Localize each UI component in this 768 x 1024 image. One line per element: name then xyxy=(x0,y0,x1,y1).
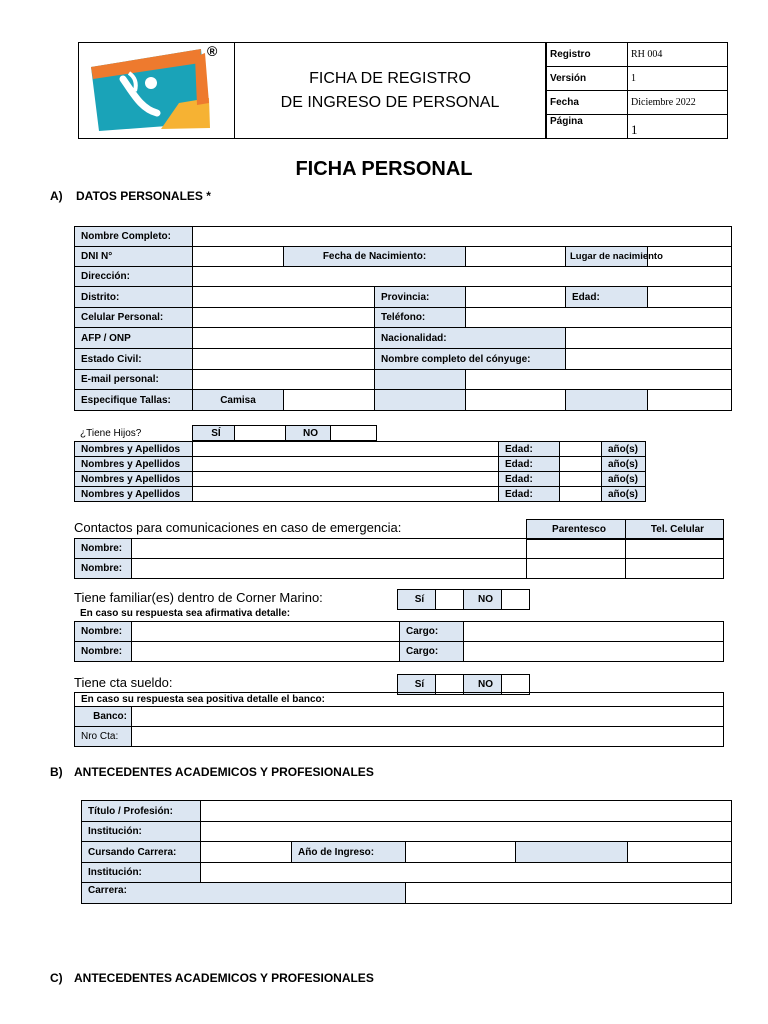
parentesco-header: Parentesco xyxy=(527,520,626,540)
title-line-1: FICHA DE REGISTRO xyxy=(309,69,471,87)
meta-version-label: Versión xyxy=(547,67,628,91)
tel-celular-header: Tel. Celular xyxy=(626,520,724,540)
hijos-si-label: SÍ xyxy=(192,426,234,441)
provincia-label: Provincia: xyxy=(375,287,466,308)
cta-sueldo-detalle-note: En caso su respuesta sea positiva detalle el banco: xyxy=(75,693,724,707)
nombre-completo-field[interactable] xyxy=(193,227,732,247)
fecha-nacimiento-label: Fecha de Nacimiento: xyxy=(284,247,466,267)
distrito-field[interactable] xyxy=(193,287,375,308)
talla-3-label xyxy=(566,390,648,411)
section-c-letter: C) xyxy=(50,971,63,985)
antecedentes-table xyxy=(81,800,732,904)
emergencia-title: Contactos para comunicaciones en caso de emergencia: xyxy=(74,520,402,535)
estado-civil-field[interactable] xyxy=(193,349,375,370)
institucion-field[interactable] xyxy=(201,822,732,842)
dni-label: DNI N° xyxy=(75,247,193,267)
section-b-heading xyxy=(50,765,374,779)
nro-cta-field[interactable] xyxy=(132,727,724,747)
emergencia-nombre-label: Nombre: xyxy=(75,539,132,559)
emergencia-nombre-field[interactable] xyxy=(132,559,527,579)
cursando-label: Cursando Carrera: xyxy=(82,842,201,863)
provincia-field[interactable] xyxy=(466,287,566,308)
emergencia-nombre-label: Nombre: xyxy=(75,559,132,579)
document-header xyxy=(78,42,728,139)
direccion-label: Dirección: xyxy=(75,267,193,287)
hijos-si-checkbox[interactable] xyxy=(234,426,285,441)
title-line-2: DE INGRESO DE PERSONAL xyxy=(280,93,500,111)
familiares-si-no xyxy=(397,589,530,610)
hijo-nombre-field[interactable] xyxy=(193,442,499,457)
fecha-nacimiento-field[interactable] xyxy=(466,247,566,267)
nombre-completo-label: Nombre Completo: xyxy=(75,227,193,247)
emergencia-celular-field[interactable] xyxy=(626,539,724,559)
familiar-nombre-label: Nombre: xyxy=(75,622,132,642)
section-a-heading xyxy=(50,189,211,203)
familiares-no-checkbox[interactable] xyxy=(502,590,530,610)
familiar-cargo-label: Cargo: xyxy=(400,642,464,662)
section-b-letter: B) xyxy=(50,765,63,779)
email-extra-field[interactable] xyxy=(466,370,732,390)
nacionalidad-label: Nacionalidad: xyxy=(375,328,566,349)
section-a-letter: A) xyxy=(50,189,63,203)
institucion-2-label: Institución: xyxy=(82,863,201,883)
hijo-nombre-field[interactable] xyxy=(193,487,499,502)
celular-field[interactable] xyxy=(193,308,375,328)
banco-label: Banco: xyxy=(75,707,132,727)
hijos-question-label: ¿Tiene Hijos? xyxy=(74,426,192,441)
hijo-edad-field[interactable] xyxy=(560,442,602,457)
emergencia-parentesco-field[interactable] xyxy=(527,559,626,579)
meta-fecha-label: Fecha xyxy=(547,91,628,115)
telefono-field[interactable] xyxy=(466,308,732,328)
email-field[interactable] xyxy=(193,370,375,390)
camisa-field[interactable] xyxy=(284,390,375,411)
familiar-row xyxy=(75,642,724,662)
familiares-title: Tiene familiar(es) dentro de Corner Marino: xyxy=(74,590,323,605)
hijo-edad-label: Edad: xyxy=(499,442,560,457)
company-logo xyxy=(79,43,235,138)
email-label: E-mail personal: xyxy=(75,370,193,390)
meta-pagina-value: 1 xyxy=(628,114,729,138)
talla-3-field[interactable] xyxy=(648,390,732,411)
hijo-nombre-label: Nombres y Apellidos xyxy=(75,442,193,457)
emergencia-row xyxy=(75,559,724,579)
ano-ingreso-label: Año de Ingreso: xyxy=(292,842,406,863)
familiares-table xyxy=(74,621,724,662)
nro-cta-label: Nro Cta: xyxy=(75,727,132,747)
familiar-nombre-field[interactable] xyxy=(132,642,400,662)
extra-field[interactable] xyxy=(628,842,732,863)
hijo-nombre-label: Nombres y Apellidos xyxy=(75,457,193,472)
titulo-label: Título / Profesión: xyxy=(82,801,201,822)
hijos-no-checkbox[interactable] xyxy=(330,426,376,441)
cta-sueldo-no-label: NO xyxy=(464,675,502,695)
page-title: FICHA PERSONAL xyxy=(295,158,473,180)
institucion-label: Institución: xyxy=(82,822,201,842)
familiar-cargo-field[interactable] xyxy=(464,642,724,662)
hijo-anos-label: año(s) xyxy=(602,457,646,472)
emergencia-parentesco-field[interactable] xyxy=(527,539,626,559)
talla-2-label xyxy=(375,390,466,411)
carrera-label: Carrera: xyxy=(82,883,406,904)
section-b-title: ANTECEDENTES ACADEMICOS Y PROFESIONALES xyxy=(74,765,374,779)
meta-version-value: 1 xyxy=(628,67,729,91)
carrera-field[interactable] xyxy=(406,883,732,904)
meta-pagina-label: Página xyxy=(547,114,628,138)
conyuge-field[interactable] xyxy=(566,349,732,370)
document-meta xyxy=(546,43,728,138)
conyuge-label: Nombre completo del cónyuge: xyxy=(375,349,566,370)
section-c-heading xyxy=(50,971,374,985)
cta-sueldo-title: Tiene cta sueldo: xyxy=(74,675,173,690)
hijo-anos-label: año(s) xyxy=(602,442,646,457)
emergencia-table xyxy=(74,538,724,579)
hijo-nombre-label: Nombres y Apellidos xyxy=(75,487,193,502)
camisa-label: Camisa xyxy=(193,390,284,411)
hijo-edad-field[interactable] xyxy=(560,457,602,472)
hijo-row xyxy=(75,442,646,457)
nacionalidad-field[interactable] xyxy=(566,328,732,349)
banco-field[interactable] xyxy=(132,707,724,727)
hijos-table xyxy=(74,441,646,502)
meta-registro-value: RH 004 xyxy=(628,43,729,67)
edad-label: Edad: xyxy=(566,287,648,308)
hijo-anos-label: año(s) xyxy=(602,487,646,502)
hijo-edad-field[interactable] xyxy=(560,487,602,502)
familiares-si-label: Sí xyxy=(398,590,436,610)
hijo-row xyxy=(75,487,646,502)
familiares-si-checkbox[interactable] xyxy=(436,590,464,610)
talla-2-field[interactable] xyxy=(466,390,566,411)
familiar-nombre-label: Nombre: xyxy=(75,642,132,662)
hijos-question xyxy=(74,425,377,441)
familiar-cargo-field[interactable] xyxy=(464,622,724,642)
emergencia-header xyxy=(526,519,724,540)
emergencia-nombre-field[interactable] xyxy=(132,539,527,559)
emergencia-celular-field[interactable] xyxy=(626,559,724,579)
hijo-row xyxy=(75,457,646,472)
familiar-cargo-label: Cargo: xyxy=(400,622,464,642)
hijo-edad-field[interactable] xyxy=(560,472,602,487)
hijo-edad-label: Edad: xyxy=(499,487,560,502)
hijo-row xyxy=(75,472,646,487)
cursando-field[interactable] xyxy=(201,842,292,863)
hijo-nombre-label: Nombres y Apellidos xyxy=(75,472,193,487)
hijos-no-label: NO xyxy=(285,426,330,441)
extra-label-cell xyxy=(516,842,628,863)
registered-mark: ® xyxy=(207,43,218,59)
dni-field[interactable] xyxy=(193,247,284,267)
telefono-label: Teléfono: xyxy=(375,308,466,328)
section-c-title: ANTECEDENTES ACADEMICOS Y PROFESIONALES xyxy=(74,971,374,985)
emergencia-row xyxy=(75,539,724,559)
ano-ingreso-field[interactable] xyxy=(406,842,516,863)
tallas-label: Especifique Tallas: xyxy=(75,390,193,411)
institucion-2-field[interactable] xyxy=(201,863,732,883)
hijo-nombre-field[interactable] xyxy=(193,472,499,487)
document-title xyxy=(235,43,546,138)
familiares-detalle-note: En caso su respuesta sea afirmativa detalle: xyxy=(80,608,291,619)
estado-civil-label: Estado Civil: xyxy=(75,349,193,370)
familiares-no-label: NO xyxy=(464,590,502,610)
titulo-field[interactable] xyxy=(201,801,732,822)
familiar-row xyxy=(75,622,724,642)
section-a-title: DATOS PERSONALES * xyxy=(76,189,211,203)
celular-label: Celular Personal: xyxy=(75,308,193,328)
hijo-nombre-field[interactable] xyxy=(193,457,499,472)
hijo-edad-label: Edad: xyxy=(499,457,560,472)
meta-fecha-value: Diciembre 2022 xyxy=(628,91,729,115)
edad-field[interactable] xyxy=(648,287,732,308)
distrito-label: Distrito: xyxy=(75,287,193,308)
cta-sueldo-si-label: Sí xyxy=(398,675,436,695)
hijo-anos-label: año(s) xyxy=(602,472,646,487)
email-extra-cell xyxy=(375,370,466,390)
lugar-nacimiento-label: Lugar de nacimiento xyxy=(566,247,648,267)
familiar-nombre-field[interactable] xyxy=(132,622,400,642)
datos-personales-table xyxy=(74,226,732,411)
afp-label: AFP / ONP xyxy=(75,328,193,349)
afp-field[interactable] xyxy=(193,328,375,349)
meta-registro-label: Registro xyxy=(547,43,628,67)
direccion-field[interactable] xyxy=(193,267,732,287)
cta-sueldo-table xyxy=(74,692,724,747)
hijo-edad-label: Edad: xyxy=(499,472,560,487)
